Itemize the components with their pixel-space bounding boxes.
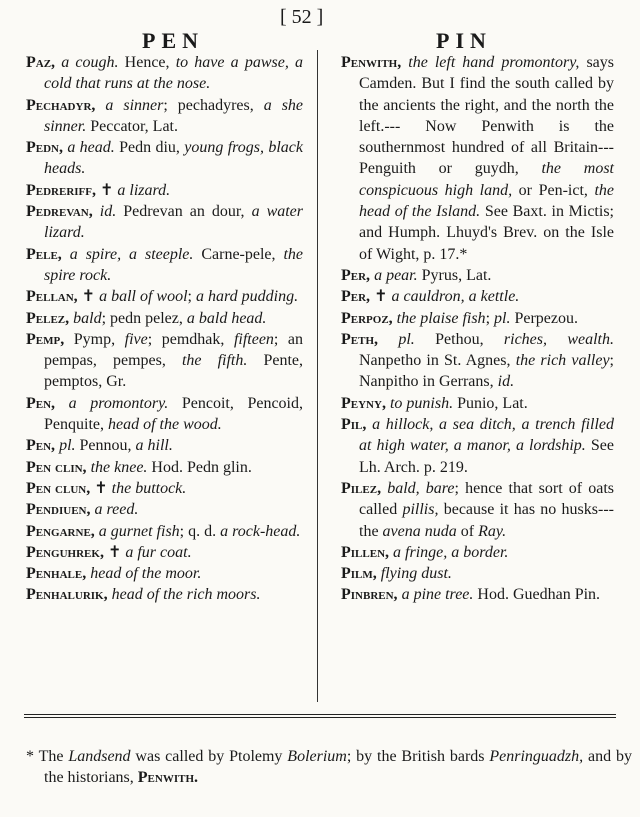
left-column <box>26 52 303 606</box>
entry-text: a cough. <box>61 54 119 71</box>
entry-text: ; hence that sort of oats called <box>359 479 615 519</box>
entry-text: pl. <box>59 437 76 455</box>
entry-text: Nanpetho in St. Agnes, <box>359 352 516 370</box>
right-column <box>341 52 614 606</box>
dictionary-entry <box>341 563 614 584</box>
entry-headword: Pillen, <box>341 543 390 561</box>
entry-text: Perpezou. <box>510 309 578 327</box>
entry-text: Pethou, <box>414 330 504 348</box>
dictionary-entry <box>26 478 303 499</box>
dictionary-entry <box>26 499 303 520</box>
entry-headword: Perpoz, <box>341 309 393 327</box>
entry-text: bald, bare <box>387 479 455 497</box>
dictionary-entry <box>26 542 303 563</box>
entry-text: See Lh. Arch. p. 219. <box>359 437 614 476</box>
entry-text: ; an pempas, pempes, <box>44 330 304 370</box>
entry-text: a gurnet fish <box>98 522 180 540</box>
entry-headword: Pilez, <box>341 479 382 497</box>
dictionary-entry <box>26 52 303 95</box>
header-left-guide-word: PEN <box>142 28 204 53</box>
dictionary-entry <box>26 137 303 180</box>
entry-text: the left hand promontory, <box>408 54 580 71</box>
entry-text: ; <box>187 288 196 306</box>
entry-headword: Peyny, <box>341 394 386 412</box>
entry-text: a promontory. <box>68 394 169 412</box>
entry-text: the rich valley <box>515 352 610 370</box>
entry-text: a hard pudding. <box>195 288 299 306</box>
entry-text: Hod. Guedhan Pin. <box>473 586 601 604</box>
entry-headword: Pen, <box>26 394 56 412</box>
entry-text: ; pedn pelez, <box>101 309 187 327</box>
entry-headword: Pedreriff, <box>26 181 96 199</box>
dictionary-entry <box>341 286 614 307</box>
entry-text: the plaise fish <box>396 309 486 327</box>
entry-text: says Camden. But I find the south called by the ancients the right, and the north the left.--- Now Penwith is the southernmost hundred of all Britain---Penguith or guydh, <box>359 54 615 178</box>
entry-headword: Pele, <box>26 245 62 263</box>
entry-text: a water lizard. <box>44 203 304 242</box>
entry-text: the head of the Island. <box>359 181 614 221</box>
entry-headword: Pendiuen, <box>26 501 91 519</box>
entry-text: because it has no husks---the <box>359 501 614 540</box>
entry-headword: Penhalurik, <box>26 586 108 604</box>
dictionary-entry <box>26 563 303 584</box>
entry-text: pl. <box>494 309 511 327</box>
entry-text: Pennou, <box>75 437 136 455</box>
dictionary-entry <box>341 265 614 286</box>
entry-headword: Pilm, <box>341 565 377 583</box>
entry-headword: Penwith, <box>341 54 402 71</box>
entry-headword: Pedn, <box>26 139 63 157</box>
entry-text: Pente, pemptos, Gr. <box>44 352 303 391</box>
entry-text: Hod. Pedn glin. <box>147 458 252 476</box>
entry-text: or Pen-ict, <box>512 181 595 199</box>
entry-text: a ball of wool <box>99 288 188 306</box>
entry-text: id. <box>497 373 515 391</box>
entry-headword: Pen, <box>26 437 56 455</box>
entry-text: ✝ <box>100 181 118 199</box>
entry-text: flying dust. <box>380 565 452 583</box>
entry-headword: Per, <box>341 288 371 306</box>
entry-text: the buttock. <box>111 479 187 497</box>
entry-text: young frogs, black heads. <box>44 139 303 178</box>
footnote-text: was called by Ptolemy <box>130 748 288 765</box>
entry-text: avena nuda <box>382 522 457 540</box>
entry-text: a fur coat. <box>125 543 192 561</box>
dictionary-entry <box>341 542 614 563</box>
entry-headword: Peth, <box>341 330 379 348</box>
entry-text: See Baxt. in Mictis; and Humph. Lhuyd's Brev. on the Isle of Wight, p. 17.* <box>359 203 614 263</box>
entry-text: head of the wood. <box>108 416 222 434</box>
dictionary-entry <box>26 435 303 456</box>
footnote-text: * The <box>26 748 69 765</box>
dictionary-entry <box>26 457 303 478</box>
dictionary-entry <box>26 95 303 138</box>
entry-text: a sinner <box>105 96 164 114</box>
entry-text: ✝ <box>81 288 100 306</box>
entry-text: Carne-pele, <box>193 245 284 263</box>
entry-text: id. <box>99 203 117 221</box>
entry-text: Pedn diu, <box>114 139 185 157</box>
dictionary-entry <box>341 52 614 265</box>
entry-text: pillis, <box>402 501 439 519</box>
entry-headword: Pinbren, <box>341 586 398 604</box>
entry-text: a lizard. <box>117 181 171 199</box>
entry-text: to punish. <box>389 394 454 412</box>
entry-text: Pencoit, Pencoid, Penquite, <box>44 394 303 434</box>
dictionary-entry <box>26 308 303 329</box>
entry-text: ; pemdhak, <box>147 330 234 348</box>
entry-text: a reed. <box>94 501 139 519</box>
entry-text: the fifth. <box>181 352 248 370</box>
dictionary-entry <box>26 180 303 201</box>
entry-text: a pear. <box>374 266 418 284</box>
entry-headword: Per, <box>341 266 371 284</box>
footnote-text: Bolerium <box>287 748 347 765</box>
entry-text: pl. <box>398 330 415 348</box>
entry-text: a rock-head. <box>220 522 301 540</box>
entry-text: Hence, <box>118 54 176 71</box>
entry-text: ; q. d. <box>179 522 221 540</box>
footnote-text: Landsend <box>68 748 131 765</box>
entry-headword: Pedrevan, <box>26 203 93 221</box>
entry-text: the knee. <box>90 458 148 476</box>
entry-text: the spire rock. <box>44 245 304 284</box>
entry-text: the most conspicuous high land, <box>359 160 614 199</box>
dictionary-entry <box>341 478 614 542</box>
entry-text: ; <box>485 309 495 327</box>
footnote-rule <box>24 714 616 715</box>
entry-headword: Pengarne, <box>26 522 95 540</box>
entry-headword: Pechadyr, <box>26 96 96 114</box>
entry-headword: Paz, <box>26 54 56 71</box>
entry-headword: Pil, <box>341 416 367 434</box>
dictionary-entry <box>341 393 614 414</box>
entry-text: a head. <box>67 139 115 157</box>
entry-headword: Pellan, <box>26 288 78 306</box>
entry-text: Peccator, Lat. <box>86 117 178 135</box>
entry-headword: Penguhrek, <box>26 543 104 561</box>
dictionary-entry <box>26 329 303 393</box>
dictionary-entry <box>26 393 303 436</box>
entry-text: Pymp, <box>73 330 125 348</box>
entry-text: a hillock, a sea ditch, a trench filled at high water, a manor, a lordship. <box>359 416 614 455</box>
entry-headword: Penhale, <box>26 565 87 583</box>
header-right-guide-word: PIN <box>436 28 492 53</box>
entry-headword: Pen clun, <box>26 479 91 497</box>
entry-text: a she sinner. <box>44 96 304 135</box>
dictionary-entry <box>341 584 614 605</box>
entry-text: five <box>124 330 148 348</box>
page-number: [ 52 ] <box>280 6 324 28</box>
entry-text: fifteen <box>233 330 274 348</box>
entry-text: a pine tree. <box>401 586 474 604</box>
footnote-text: ; by the British bards <box>346 748 490 765</box>
dictionary-entry <box>26 584 303 605</box>
dictionary-entry <box>341 308 614 329</box>
entry-text: Pyrus, Lat. <box>417 266 492 284</box>
entry-text: a spire, a steeple. <box>69 245 194 263</box>
dictionary-entry <box>26 244 303 287</box>
entry-text: a hill. <box>135 437 173 455</box>
entry-text: of <box>456 522 479 540</box>
footnote <box>26 746 632 788</box>
entry-text: to have a pawse, a cold that runs at the nose. <box>44 54 303 93</box>
dictionary-entry <box>26 521 303 542</box>
footnote-text: Penringuadzh, <box>489 748 584 765</box>
entry-text: ✝ <box>94 479 112 497</box>
entry-text: a bald head. <box>186 309 267 327</box>
running-header <box>0 6 640 53</box>
entry-text: ✝ <box>374 288 392 306</box>
dictionary-entry <box>26 286 303 307</box>
dictionary-entry <box>341 414 614 478</box>
dictionary-entry <box>341 329 614 393</box>
entry-text: head of the rich moors. <box>111 586 261 604</box>
entry-text: Pedrevan an dour, <box>116 203 252 221</box>
footnote-text: and by the historians, <box>44 748 632 786</box>
entry-text: riches, wealth. <box>503 330 614 348</box>
footnote-text: Penwith. <box>137 769 198 786</box>
entry-text: ; Nanpitho in Gerrans, <box>359 352 614 391</box>
footnote-rule-double <box>24 717 616 718</box>
entry-text: ✝ <box>107 543 126 561</box>
column-divider <box>317 50 318 702</box>
entry-text: head of the moor. <box>90 565 202 583</box>
entry-headword: Pelez, <box>26 309 70 327</box>
entry-text: a fringe, a border. <box>393 543 509 561</box>
entry-text: ; pechadyres, <box>163 96 264 114</box>
entry-text: Ray. <box>478 522 507 540</box>
entry-text: bald <box>73 309 102 327</box>
entry-text: Punio, Lat. <box>453 394 528 412</box>
dictionary-entry <box>26 201 303 244</box>
entry-text: a cauldron, a kettle. <box>391 288 520 306</box>
entry-headword: Pemp, <box>26 330 65 348</box>
entry-headword: Pen clin, <box>26 458 87 476</box>
